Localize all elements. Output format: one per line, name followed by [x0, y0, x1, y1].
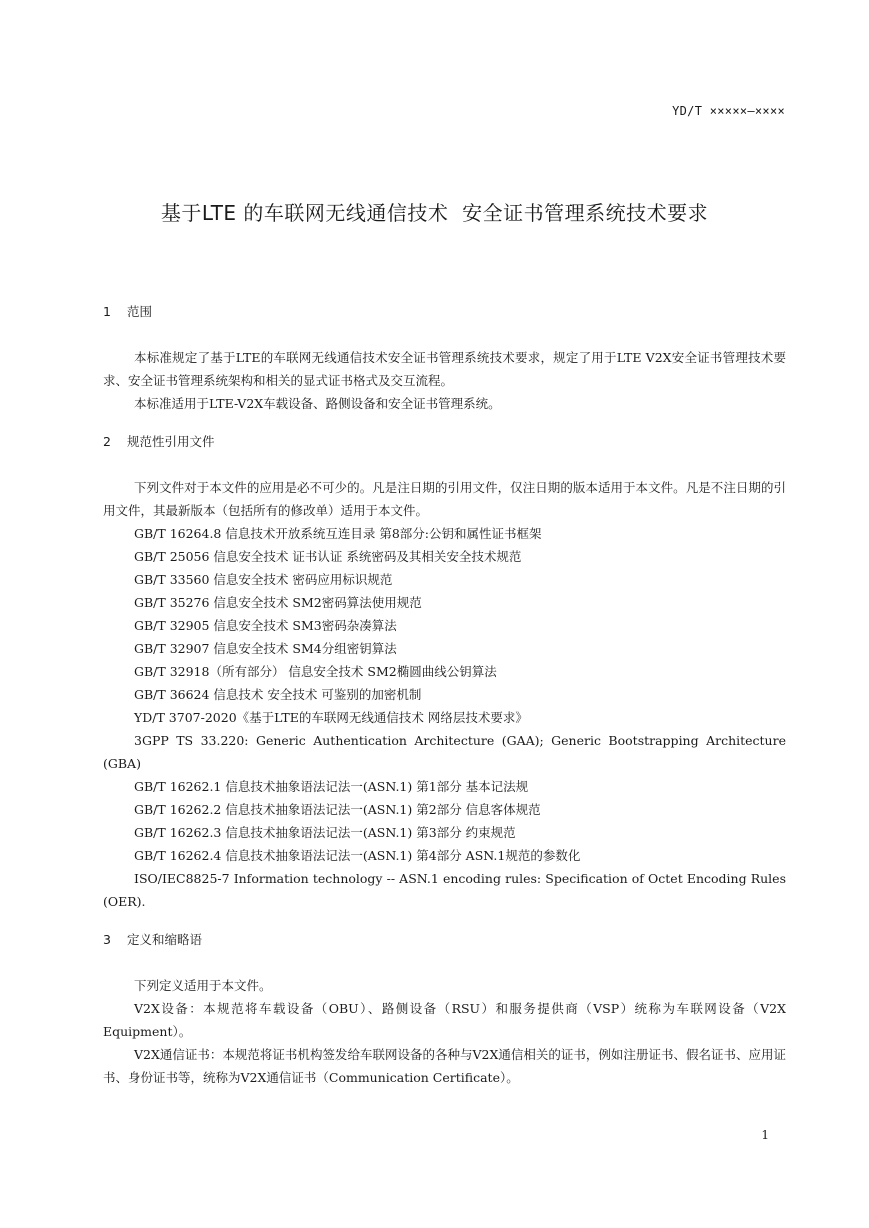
reference-item: GB/T 35276 信息安全技术 SM2密码算法使用规范: [134, 595, 422, 610]
reference-item: GB/T 33560 信息安全技术 密码应用标识规范: [134, 572, 393, 587]
reference-item: GB/T 16264.8 信息技术开放系统互连目录 第8部分:公钥和属性证书框架: [134, 526, 542, 541]
reference-item: GB/T 36624 信息技术 安全技术 可鉴别的加密机制: [134, 687, 422, 702]
section-heading-definitions: [103, 928, 786, 951]
reference-item: GB/T 16262.3 信息技术抽象语法记法一(ASN.1) 第3部分 约束规范: [134, 825, 516, 840]
section-title: 定义和缩略语: [127, 932, 203, 947]
paragraph: 本标准适用于LTE-V2X车载设备、路侧设备和安全证书管理系统。: [134, 396, 501, 411]
paragraph: 本标准规定了基于LTE的车联网无线通信技术安全证书管理系统技术要求，规定了用于LTE V2X安全证书管理技术要求、安全证书管理系统架构和相关的显式证书格式及交互流程。: [103, 350, 786, 388]
reference-item: 3GPP TS 33.220: Generic Authentication Architecture (GAA); Generic Bootstrapping Architecture (GBA): [103, 733, 786, 771]
section-number: 1: [103, 304, 111, 319]
reference-item: GB/T 32907 信息安全技术 SM4分组密钥算法: [134, 641, 397, 656]
reference-item: GB/T 32918（所有部分） 信息安全技术 SM2椭圆曲线公钥算法: [134, 664, 497, 679]
section-number: 2: [103, 434, 111, 449]
reference-item: GB/T 16262.4 信息技术抽象语法记法一(ASN.1) 第4部分 ASN.1规范的参数化: [134, 848, 581, 863]
reference-item: GB/T 25056 信息安全技术 证书认证 系统密码及其相关安全技术规范: [134, 549, 522, 564]
document-title: 基于LTE 的车联网无线通信技术 安全证书管理系统技术要求: [160, 201, 709, 225]
document-code: YD/T ×××××—××××: [672, 104, 785, 118]
paragraph: 下列文件对于本文件的应用是必不可少的。凡是注日期的引用文件，仅注日期的版本适用于本文件。凡是不注日期的引用文件，其最新版本（包括所有的修改单）适用于本文件。: [103, 480, 786, 518]
page-number: 1: [761, 1128, 769, 1142]
section-number: 3: [103, 932, 111, 947]
section-title: 规范性引用文件: [127, 434, 215, 449]
section-title: 范围: [127, 304, 153, 319]
reference-item: GB/T 32905 信息安全技术 SM3密码杂凑算法: [134, 618, 397, 633]
reference-item: YD/T 3707-2020《基于LTE的车联网无线通信技术 网络层技术要求》: [134, 710, 528, 725]
section-heading-scope: [103, 300, 786, 323]
paragraph: 下列定义适用于本文件。: [134, 978, 272, 993]
definition-v2x-equipment: V2X设备：本规范将车载设备（OBU）、路侧设备（RSU）和服务提供商（VSP）统称为车联网设备（V2X Equipment）。: [103, 1001, 786, 1039]
section-heading-normative-references: [103, 430, 786, 453]
reference-item: GB/T 16262.2 信息技术抽象语法记法一(ASN.1) 第2部分 信息客体规范: [134, 802, 541, 817]
document-body: [103, 300, 786, 1089]
definition-v2x-communication-certificate: V2X通信证书：本规范将证书机构签发给车联网设备的各种与V2X通信相关的证书，例如注册证书、假名证书、应用证书、身份证书等，统称为V2X通信证书（Communication Certificate）。: [103, 1047, 786, 1085]
reference-item: ISO/IEC8825-7 Information technology -- ASN.1 encoding rules: Specification of Octet Encoding Rules (OER).: [103, 871, 786, 909]
reference-item: GB/T 16262.1 信息技术抽象语法记法一(ASN.1) 第1部分 基本记法规: [134, 779, 529, 794]
